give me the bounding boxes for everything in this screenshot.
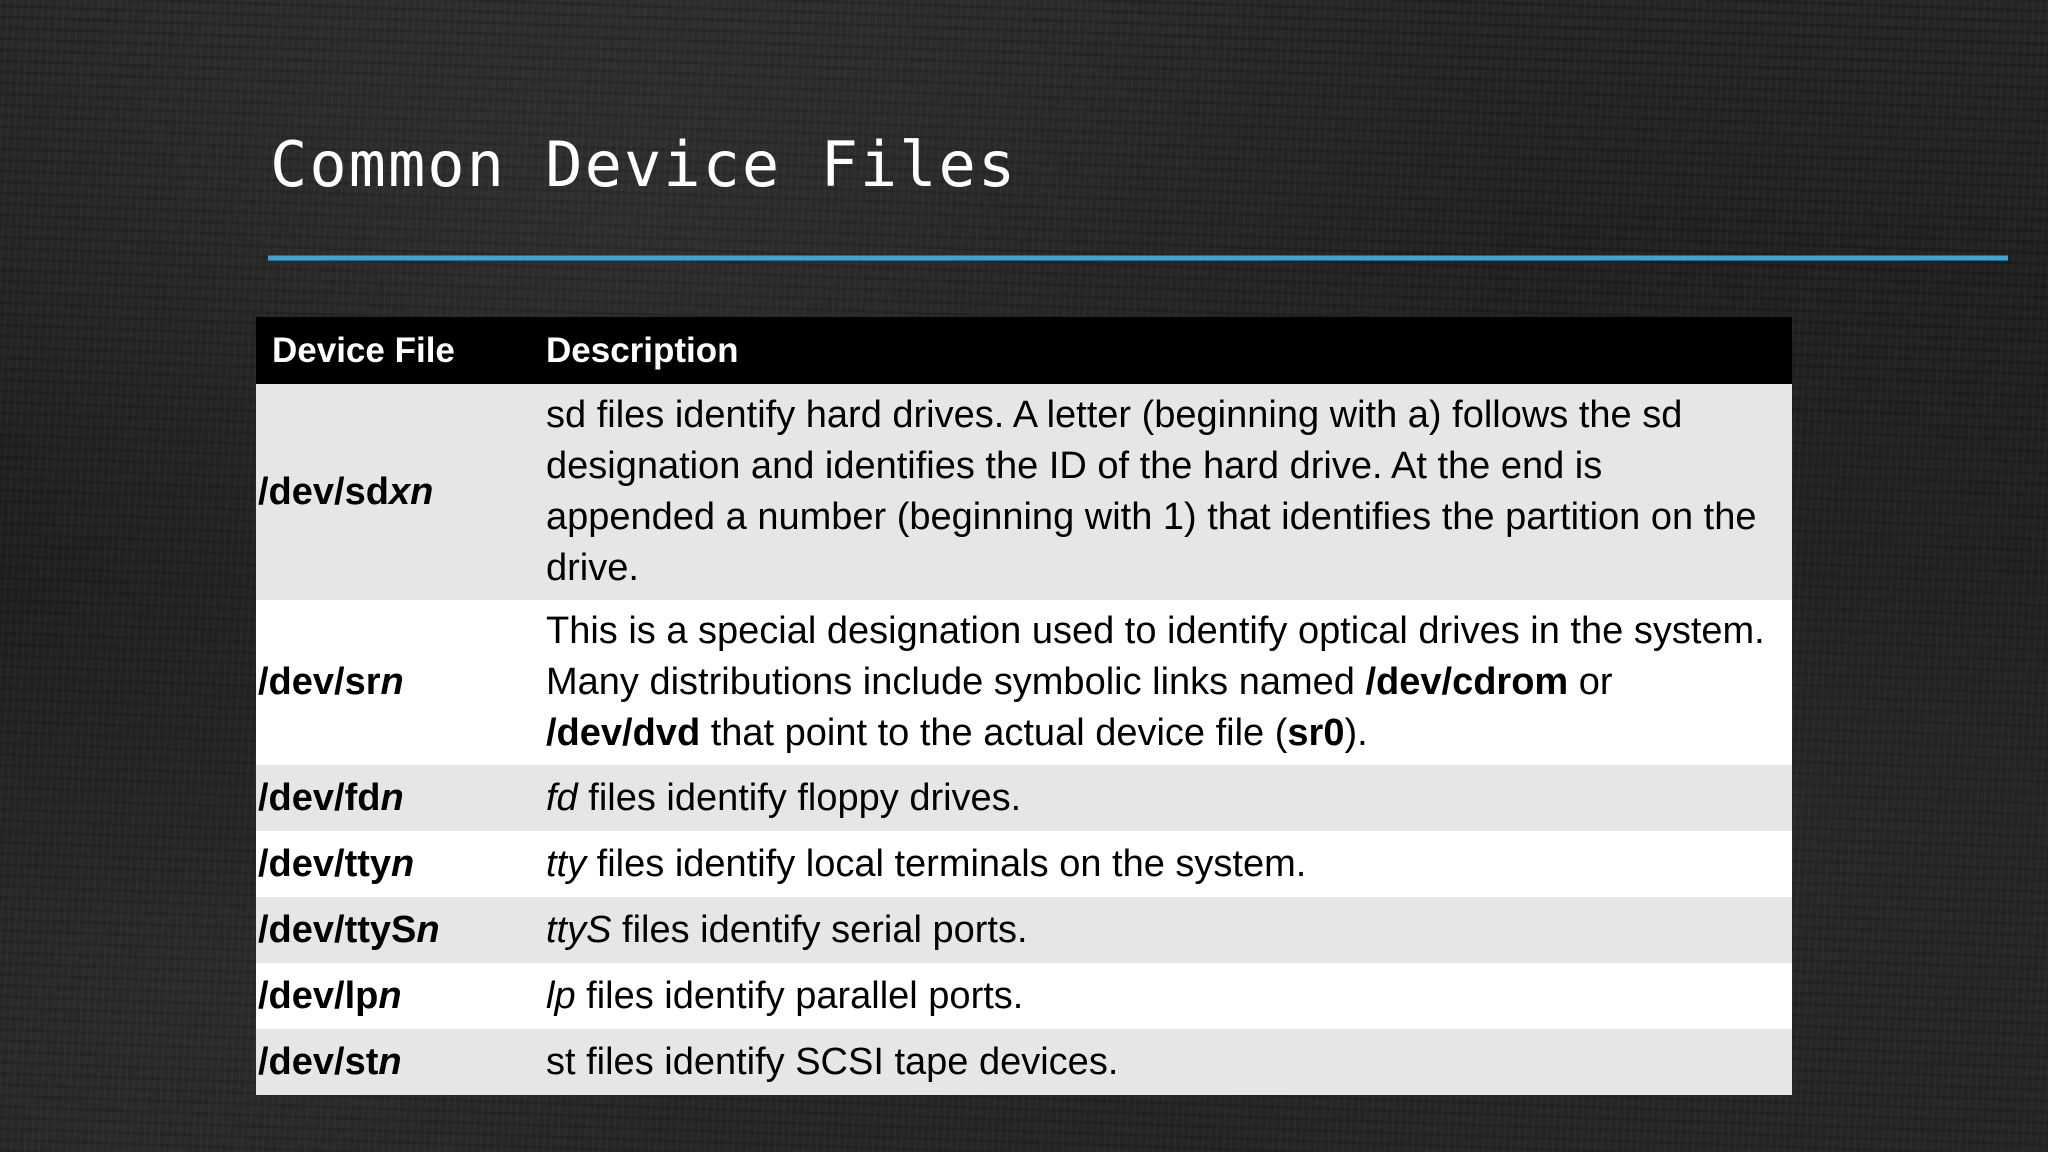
- device-file-variable: n: [391, 842, 415, 885]
- device-file-prefix: /dev/fd: [258, 776, 381, 819]
- description-cell: [538, 600, 1792, 765]
- device-file-cell: [256, 963, 538, 1029]
- table-row: [256, 1029, 1792, 1095]
- description-lead-term: tty: [546, 842, 587, 885]
- table-header-row: [256, 317, 1792, 384]
- header-device-file: Device File: [256, 317, 538, 384]
- description-text: files identify parallel ports.: [575, 974, 1024, 1017]
- device-file-prefix: /dev/sr: [258, 661, 381, 703]
- device-file-prefix: /dev/lp: [258, 974, 379, 1017]
- title-underline: [268, 255, 2008, 261]
- device-file-variable: n: [416, 908, 440, 951]
- device-file-prefix: /dev/sd: [258, 470, 389, 513]
- description-text: or: [1568, 661, 1613, 703]
- description-cell: [538, 963, 1792, 1029]
- description-cell: [538, 1029, 1792, 1095]
- symlink-cdrom: /dev/cdrom: [1365, 661, 1569, 703]
- device-file-cell: [256, 897, 538, 963]
- device-file-variable: n: [380, 776, 404, 819]
- description-cell: [538, 831, 1792, 897]
- device-name-sr0: sr0: [1287, 712, 1345, 754]
- device-files-table: [256, 317, 1792, 1095]
- table-row: [256, 600, 1792, 765]
- description-cell: [538, 897, 1792, 963]
- device-file-variable: xn: [388, 470, 434, 513]
- description-text: ).: [1344, 712, 1368, 754]
- table-row: [256, 897, 1792, 963]
- description-lead-term: fd: [546, 776, 578, 819]
- table-row: [256, 384, 1792, 600]
- symlink-dvd: /dev/dvd: [546, 712, 701, 754]
- header-description: Description: [538, 317, 1792, 384]
- table-row: [256, 831, 1792, 897]
- device-file-cell: [256, 384, 538, 600]
- device-file-prefix: /dev/ttyS: [258, 908, 417, 951]
- table-row: [256, 765, 1792, 831]
- device-file-cell: [256, 600, 538, 765]
- description-text: This is a special designation used to identify optical drives in the system. Many distributions include symbolic links named: [546, 610, 1765, 703]
- description-text: files identify local terminals on the system.: [586, 842, 1307, 885]
- device-file-prefix: /dev/st: [258, 1040, 379, 1083]
- slide-title: Common Device Files: [270, 128, 1018, 201]
- description-cell: [538, 384, 1792, 600]
- device-file-variable: n: [378, 1040, 402, 1083]
- description-lead-term: lp: [546, 974, 576, 1017]
- description-text: sd files identify hard drives. A letter (beginning with a) follows the sd designation and identifies the ID of the hard drive. At the end is appended a number (beginning with 1) that identifies the partition on the drive.: [546, 394, 1757, 589]
- device-file-variable: n: [378, 974, 402, 1017]
- description-text: files identify floppy drives.: [577, 776, 1022, 819]
- table-row: [256, 963, 1792, 1029]
- device-file-variable: n: [380, 661, 404, 703]
- description-text: st files identify SCSI tape devices.: [546, 1040, 1119, 1083]
- description-text: files identify serial ports.: [611, 908, 1028, 951]
- description-lead-term: ttyS: [546, 908, 612, 951]
- device-file-cell: [256, 765, 538, 831]
- device-file-cell: [256, 1029, 538, 1095]
- description-cell: [538, 765, 1792, 831]
- description-text: that point to the actual device file (: [700, 712, 1288, 754]
- device-file-prefix: /dev/tty: [258, 842, 392, 885]
- device-file-cell: [256, 831, 538, 897]
